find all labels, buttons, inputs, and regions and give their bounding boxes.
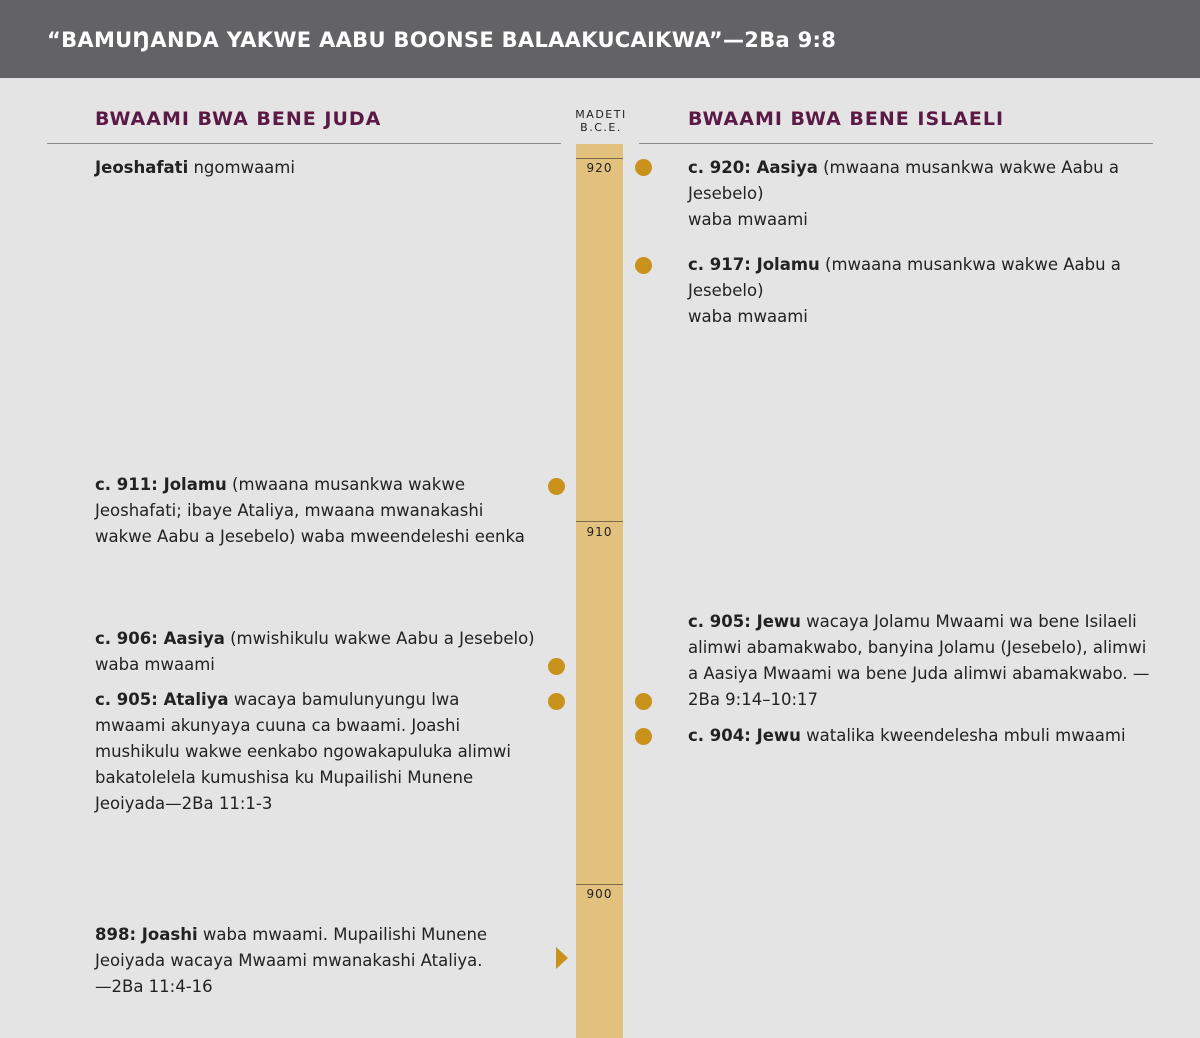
entry-bold: c. 905: Jewu	[688, 612, 801, 631]
axis-label-line2: B.C.E.	[580, 121, 622, 134]
tick-900	[576, 884, 623, 885]
israel-heading-rule	[639, 143, 1153, 144]
entry-line2: waba mwaami	[688, 307, 808, 326]
israel-entry-905	[688, 609, 1158, 713]
entry-bold: c. 906: Aasiya	[95, 629, 225, 648]
judah-dot-905	[548, 693, 565, 710]
judah-entry-906	[95, 626, 535, 678]
judah-entry-911	[95, 472, 525, 550]
israel-entry-917	[688, 252, 1128, 330]
israel-entry-920	[688, 155, 1128, 233]
entry-text: ngomwaami	[188, 158, 295, 177]
judah-entry-jeoshafati	[95, 155, 525, 181]
entry-text: watalika kweendelesha mbuli mwaami	[800, 726, 1126, 745]
israel-heading: BWAAMI BWA BENE ISLAELI	[688, 108, 1005, 130]
title-reference: —2Ba 9:8	[723, 28, 837, 52]
judah-entry-905	[95, 687, 515, 817]
title-text: “BAMUŊANDA YAKWE AABU BOONSE BALAAKUCAIKWA”	[47, 28, 723, 52]
judah-entry-898	[95, 922, 495, 1000]
tick-910	[576, 521, 623, 522]
judah-dot-911	[548, 478, 565, 495]
judah-dot-906	[548, 658, 565, 675]
page-title	[47, 28, 836, 52]
timeline-bar	[576, 144, 623, 1038]
tick-920	[576, 158, 623, 159]
tick-label-910: 910	[586, 525, 613, 539]
entry-text: wacaya Jolamu Mwaami wa bene Isilaeli alimwi abamakwabo, banyina Jolamu (Jesebelo), alimwi a Aasiya Mwaami wa bene Juda alimwi abamakwabo. —2Ba 9:14–10:17	[688, 612, 1150, 709]
entry-bold: c. 920: Aasiya	[688, 158, 818, 177]
tick-label-900: 900	[586, 887, 613, 901]
axis-label-line1: MADETI	[575, 108, 627, 121]
entry-text: (mwaana musankwa wakwe Jeoshafati; ibaye Ataliya, mwaana mwanakashi wakwe Aabu a Jesebelo) waba mweendeleshi eenka	[95, 475, 525, 546]
entry-bold: c. 917: Jolamu	[688, 255, 820, 274]
entry-line2: waba mwaami	[688, 210, 808, 229]
timeline-axis-label	[566, 108, 636, 134]
entry-bold: c. 905: Ataliya	[95, 690, 229, 709]
entry-bold: c. 911: Jolamu	[95, 475, 227, 494]
entry-bold: 898: Joashi	[95, 925, 198, 944]
entry-bold: Jeoshafati	[95, 158, 189, 177]
israel-entry-904	[688, 723, 1158, 749]
israel-dot-917	[635, 257, 652, 274]
entry-text: (mwishikulu wakwe Aabu a Jesebelo) waba mwaami	[95, 629, 535, 674]
israel-dot-905	[635, 693, 652, 710]
entry-text: (mwaana musankwa wakwe Aabu a Jesebelo)	[688, 158, 1119, 203]
entry-text: waba mwaami. Mupailishi Munene Jeoiyada wacaya Mwaami mwanakashi Ataliya. —2Ba 11:4-16	[95, 925, 488, 996]
judah-heading: BWAAMI BWA BENE JUDA	[95, 108, 382, 130]
entry-text: wacaya bamulunyungu lwa mwaami akunyaya cuuna ca bwaami. Joashi mushikulu wakwe eenkabo ngowakapuluka alimwi bakatolelela kumushisa ku Mupailishi Munene Jeoiyada—2Ba 11:1-3	[95, 690, 511, 813]
israel-dot-920	[635, 159, 652, 176]
entry-bold: c. 904: Jewu	[688, 726, 801, 745]
judah-heading-rule	[47, 143, 561, 144]
tick-label-920: 920	[586, 161, 613, 175]
entry-text: (mwaana musankwa wakwe Aabu a Jesebelo)	[688, 255, 1121, 300]
judah-arrow-898	[556, 947, 568, 969]
israel-dot-904	[635, 728, 652, 745]
